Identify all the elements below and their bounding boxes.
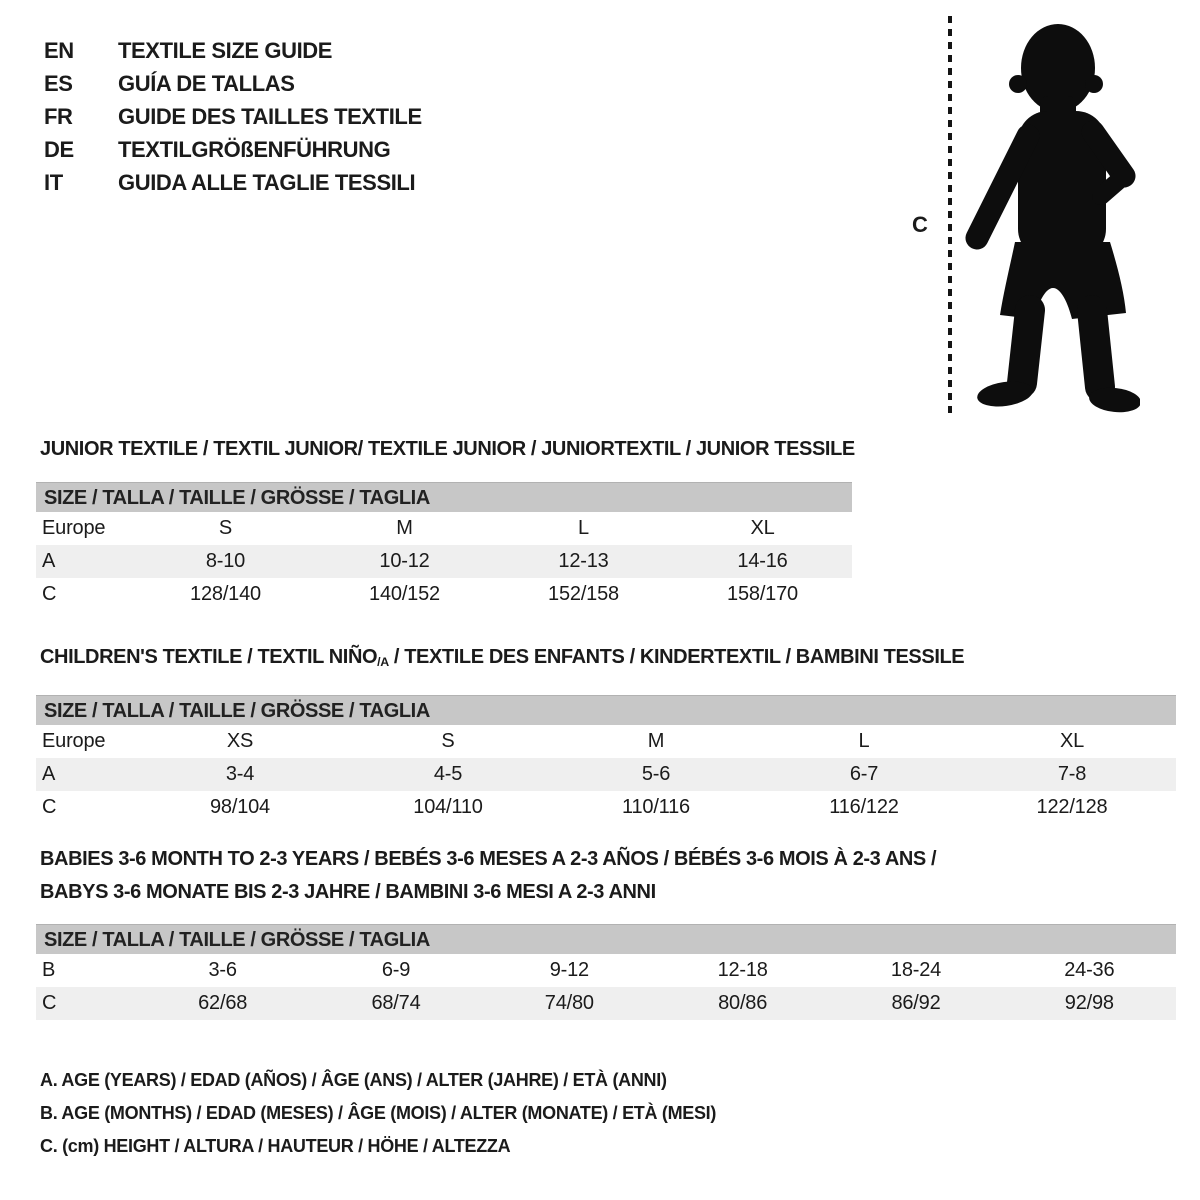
size-table-row [36,954,1176,987]
size-value-cell: 5-6 [641,763,671,786]
size-value-cell: 86/92 [891,992,941,1014]
row-label: C [42,583,57,605]
size-value-cell: 4-5 [433,763,463,786]
size-value-cell: 62/68 [198,992,248,1014]
footnote-c-height-cm: C. (cm) HEIGHT / ALTURA / HAUTEUR / HÖHE / ALTEZZA [40,1136,511,1156]
size-value-cell: 116/122 [829,796,899,819]
row-label: B [42,959,56,981]
language-code: IT [44,169,63,195]
language-row-en [44,34,422,67]
size-value-cell: 24-36 [1064,959,1115,981]
size-value-cell: L [858,730,870,753]
language-row-fr [44,100,422,133]
guide-title-fr: GUIDE DES TAILLES TEXTILE [118,103,422,129]
row-label: C [42,992,57,1014]
children-title-text: / TEXTILE DES ENFANTS / KINDERTEXTIL / BAMBINI TESSILE [388,646,965,668]
language-code: FR [44,103,73,129]
size-table-row [36,512,852,545]
footnote-a-age-years: A. AGE (YEARS) / EDAD (AÑOS) / ÂGE (ANS) / ALTER (JAHRE) / ETÀ (ANNI) [40,1070,667,1090]
size-value-cell: S [441,730,455,753]
height-measure-dashed-line [948,16,952,416]
guide-title-en: TEXTILE SIZE GUIDE [118,37,333,63]
size-table-row [36,545,852,578]
size-value-cell: 14-16 [737,550,788,572]
section-junior-textile [36,433,1190,611]
size-value-cell: 7-8 [1057,763,1087,786]
size-value-cell: XL [750,517,775,539]
size-value-cell: 140/152 [369,583,440,605]
junior-section-title: JUNIOR TEXTILE / TEXTIL JUNIOR/ TEXTILE JUNIOR / JUNIORTEXTIL / JUNIOR TESSILE [40,438,855,460]
size-value-cell: M [647,730,665,753]
size-table-header: SIZE / TALLA / TAILLE / GRÖSSE / TAGLIA [36,482,852,512]
size-value-cell: 152/158 [548,583,619,605]
children-section-title [40,641,1190,679]
language-row-de [44,133,422,166]
size-value-cell: 74/80 [544,992,594,1014]
size-value-cell: 10-12 [379,550,430,572]
row-label: A [42,763,56,786]
language-code: EN [44,37,74,63]
size-table-header: SIZE / TALLA / TAILLE / GRÖSSE / TAGLIA [36,695,1176,725]
children-title-sub: /A [377,655,389,670]
language-code: DE [44,136,74,162]
row-label: C [42,796,57,819]
size-table-row [36,987,1176,1020]
guide-title-es: GUÍA DE TALLAS [118,70,295,96]
size-table-row [36,725,1176,758]
size-value-cell: 12-18 [717,959,768,981]
footnote-legend [40,1064,716,1163]
size-value-cell: 9-12 [549,959,589,981]
size-value-cell: 158/170 [727,583,798,605]
size-table-row [36,758,1176,791]
size-table-row [36,578,852,611]
size-value-cell: 68/74 [371,992,421,1014]
size-value-cell: 110/116 [622,796,690,819]
size-value-cell: 6-9 [381,959,411,981]
size-value-cell: L [578,517,589,539]
footnote-b-age-months: B. AGE (MONTHS) / EDAD (MESES) / ÂGE (MOIS) / ALTER (MONATE) / ETÀ (MESI) [40,1103,717,1123]
language-row-es [44,67,422,100]
height-measure-label: C [912,212,928,237]
size-value-cell: S [218,517,233,539]
children-title-text: CHILDREN'S TEXTILE / TEXTIL NIÑO [40,646,378,668]
size-value-cell: 3-4 [225,763,255,786]
section-babies-textile [36,843,1190,1020]
size-value-cell: 80/86 [718,992,768,1014]
children-size-table [36,695,1176,824]
size-value-cell: XS [226,730,254,753]
guide-title-de: TEXTILGRÖßENFÜHRUNG [118,136,391,162]
row-label: A [42,550,56,572]
size-value-cell: 104/110 [413,796,483,819]
size-value-cell: 12-13 [558,550,609,572]
size-table-header: SIZE / TALLA / TAILLE / GRÖSSE / TAGLIA [36,924,1176,954]
size-value-cell: 98/104 [210,796,270,819]
size-value-cell: XL [1059,730,1085,753]
section-childrens-textile [36,641,1190,824]
row-label: Europe [42,517,106,539]
row-label: Europe [42,730,106,753]
guide-title-it: GUIDA ALLE TAGLIE TESSILI [118,169,416,195]
size-value-cell: 6-7 [849,763,879,786]
size-table-row [36,791,1176,824]
language-code: ES [44,70,73,96]
size-value-cell: 122/128 [1036,796,1108,819]
size-value-cell: 3-6 [208,959,237,981]
size-value-cell: M [396,517,413,539]
language-title-list [44,34,422,199]
size-value-cell: 92/98 [1064,992,1114,1014]
size-value-cell: 8-10 [205,550,246,572]
junior-size-table [36,482,852,611]
size-value-cell: 18-24 [890,959,942,981]
babies-section-title-line2: BABYS 3-6 MONATE BIS 2-3 JAHRE / BAMBINI 3-6 MESI A 2-3 ANNI [40,881,656,903]
toddler-silhouette-icon [960,16,1140,420]
babies-size-table [36,924,1176,1020]
size-value-cell: 128/140 [190,583,261,605]
babies-section-title-line1: BABIES 3-6 MONTH TO 2-3 YEARS / BEBÉS 3-6 MESES A 2-3 AÑOS / BÉBÉS 3-6 MOIS À 2-3 ANS / [40,848,937,870]
language-row-it [44,166,422,199]
